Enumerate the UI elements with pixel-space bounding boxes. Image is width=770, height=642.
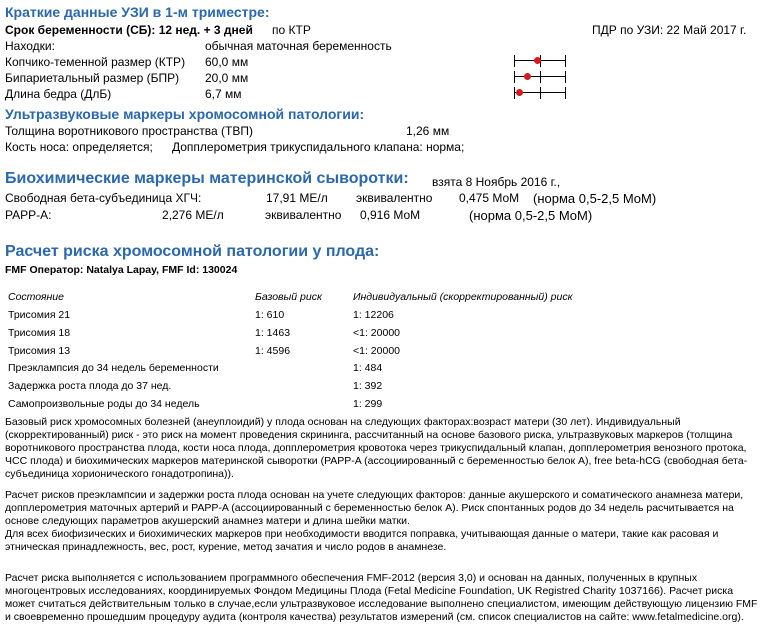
bpd-label: Бипариетальный размер (БПР) <box>5 71 180 85</box>
risk-row-base: 1: 1463 <box>255 327 291 339</box>
risk-row-condition: Трисомия 18 <box>8 327 71 339</box>
note-base-risk: Базовый риск хромосомных болезней (анеуплоидий) у плода основан на следующих факторах:возраст матери (30 лет). Индивидуальный (скорректированный) риск - это риск на момент проведения скрининга, рассчитанный на основе базового риска, ультразвуковых маркеров (толщина воротникового пространства плода, кости носа плода, допплерометрия кровотока через трикуспидальный клапан, допплерометрия венозного протока, ЧСС плода) и биохимических маркеров материнской сыворотки (PAPP-A (ассоциированный с беременностью белок А), free beta-hCG (свободная бета-субъединица хорионического гонадотропина)). <box>5 416 748 480</box>
hcg-norm: (норма 0,5-2,5 МоМ) <box>533 191 657 206</box>
gestational-age-method: по КТР <box>272 23 311 37</box>
risk-row-condition: Преэклампсия до 34 недель беременности <box>8 362 219 374</box>
nasal-bone: Кость носа: определяется; <box>5 140 153 154</box>
risk-row-individual: 1: 392 <box>353 380 383 392</box>
pappa-value: 2,276 МЕ/л <box>162 208 224 222</box>
section-risk-title: Расчет риска хромосомной патологии у плода: <box>5 243 380 260</box>
fl-value: 6,7 мм <box>205 87 242 101</box>
section-markers-title: Ультразвуковые маркеры хромосомной патологии: <box>5 106 365 122</box>
nt-value: 1,26 мм <box>406 124 450 138</box>
hcg-mom: 0,475 МоМ <box>459 191 520 205</box>
pappa-label: PAPP-A: <box>5 208 52 222</box>
bpd-range-indicator <box>514 71 566 83</box>
note-corrections: Для всех биофизических и биохимических маркеров при необходимости вводится поправка, учитывающая данные о матери, такие как расовая и этническая принадлежность, вес, рост, курение, метод зачатия и число родов в анамнезе. <box>5 528 719 553</box>
fl-label: Длина бедра (ДлБ) <box>5 87 112 101</box>
risk-row-individual: 1: 12206 <box>353 309 394 321</box>
crl-range-indicator <box>514 55 566 67</box>
fl-value-dot <box>516 89 523 96</box>
pappa-norm: (норма 0,5-2,5 МоМ) <box>469 208 593 223</box>
biochem-date: взята 8 Ноябрь 2016 г., <box>432 175 561 189</box>
pappa-mom: 0,916 МоМ <box>360 208 421 222</box>
risk-row-base: 1: 610 <box>255 309 285 321</box>
risk-row-condition: Трисомия 13 <box>8 345 71 357</box>
findings-label: Находки: <box>5 39 55 53</box>
crl-value: 60,0 мм <box>205 55 249 69</box>
section-ultrasound-title: Краткие данные УЗИ в 1-м триместре: <box>5 4 270 20</box>
tricuspid-doppler: Допплерометрия трикуспидального клапана: норма; <box>172 140 465 154</box>
risk-row-individual: <1: 20000 <box>353 345 401 357</box>
pappa-equiv: эквивалентно <box>265 208 342 222</box>
bpd-value-dot <box>524 73 531 80</box>
fl-range-indicator <box>514 87 566 99</box>
crl-value-dot <box>534 57 541 64</box>
risk-row-individual: 1: 299 <box>353 398 383 410</box>
risk-row-individual: <1: 20000 <box>353 327 401 339</box>
col-header-individual-risk: Индивидуальный (скорректированный) риск <box>353 291 573 303</box>
bpd-value: 20,0 мм <box>205 71 249 85</box>
risk-row-condition: Задержка роста плода до 37 нед. <box>8 380 172 392</box>
risk-row-condition: Самопроизвольные роды до 34 недель <box>8 398 200 410</box>
col-header-base-risk: Базовый риск <box>255 291 322 303</box>
hcg-equiv: эквивалентно <box>356 191 433 205</box>
hcg-value: 17,91 МЕ/л <box>266 191 328 205</box>
note-preeclampsia: Расчет рисков преэклампсии и задержки роста плода основан на учете следующих факторов: данные акушерского и соматического анамнеза матери, допплерометрия маточных артерий и PAPP-A (ассоциированный с беременностью белок А). Риск спонтанных родов до 34 недель расчитывается на основе следующих параметров акушерский анамнез матери и длина шейки матки. <box>5 489 744 527</box>
findings-value: обычная маточная беременность <box>205 39 392 53</box>
estimated-due-date: ПДР по УЗИ: 22 Май 2017 г. <box>592 23 747 37</box>
crl-label: Копчико-теменной размер (КТР) <box>5 55 186 69</box>
risk-row-base: 1: 4596 <box>255 345 291 357</box>
col-header-condition: Состояние <box>8 291 64 303</box>
gestational-age: Срок беременности (СБ): 12 нед. + 3 дней <box>5 23 253 37</box>
fmf-operator: FMF Оператор: Natalya Lapay, FMF Id: 130024 <box>5 264 238 276</box>
nt-label: Толщина воротникового пространства (ТВП) <box>5 124 253 138</box>
hcg-label: Свободная бета-субъединица ХГЧ: <box>5 191 202 205</box>
section-biochem-title: Биохимические маркеры материнской сыворотки: <box>5 170 409 187</box>
risk-row-condition: Трисомия 21 <box>8 309 71 321</box>
note-software: Расчет риска выполняется с использованием программного обеспечения FMF-2012 (версия 3,0) и основан на данных, полученных в крупных многоцентровых исследованиях, координируемых Фондом Медицины Плода (Fetal Medicine Foundation, UK Registred Charity 1037166). Расчет риска может считаться действительным только в случае,если ультразвуковое исследование выполнено специалистом, имеющим действующую лицензию FMF и своевременно прошедшим процедуру аудита (контроля качества) результатов измерений (см. список специалистов на сайте: www.fetalmedicine.org). <box>5 572 758 623</box>
risk-row-individual: 1: 484 <box>353 362 383 374</box>
